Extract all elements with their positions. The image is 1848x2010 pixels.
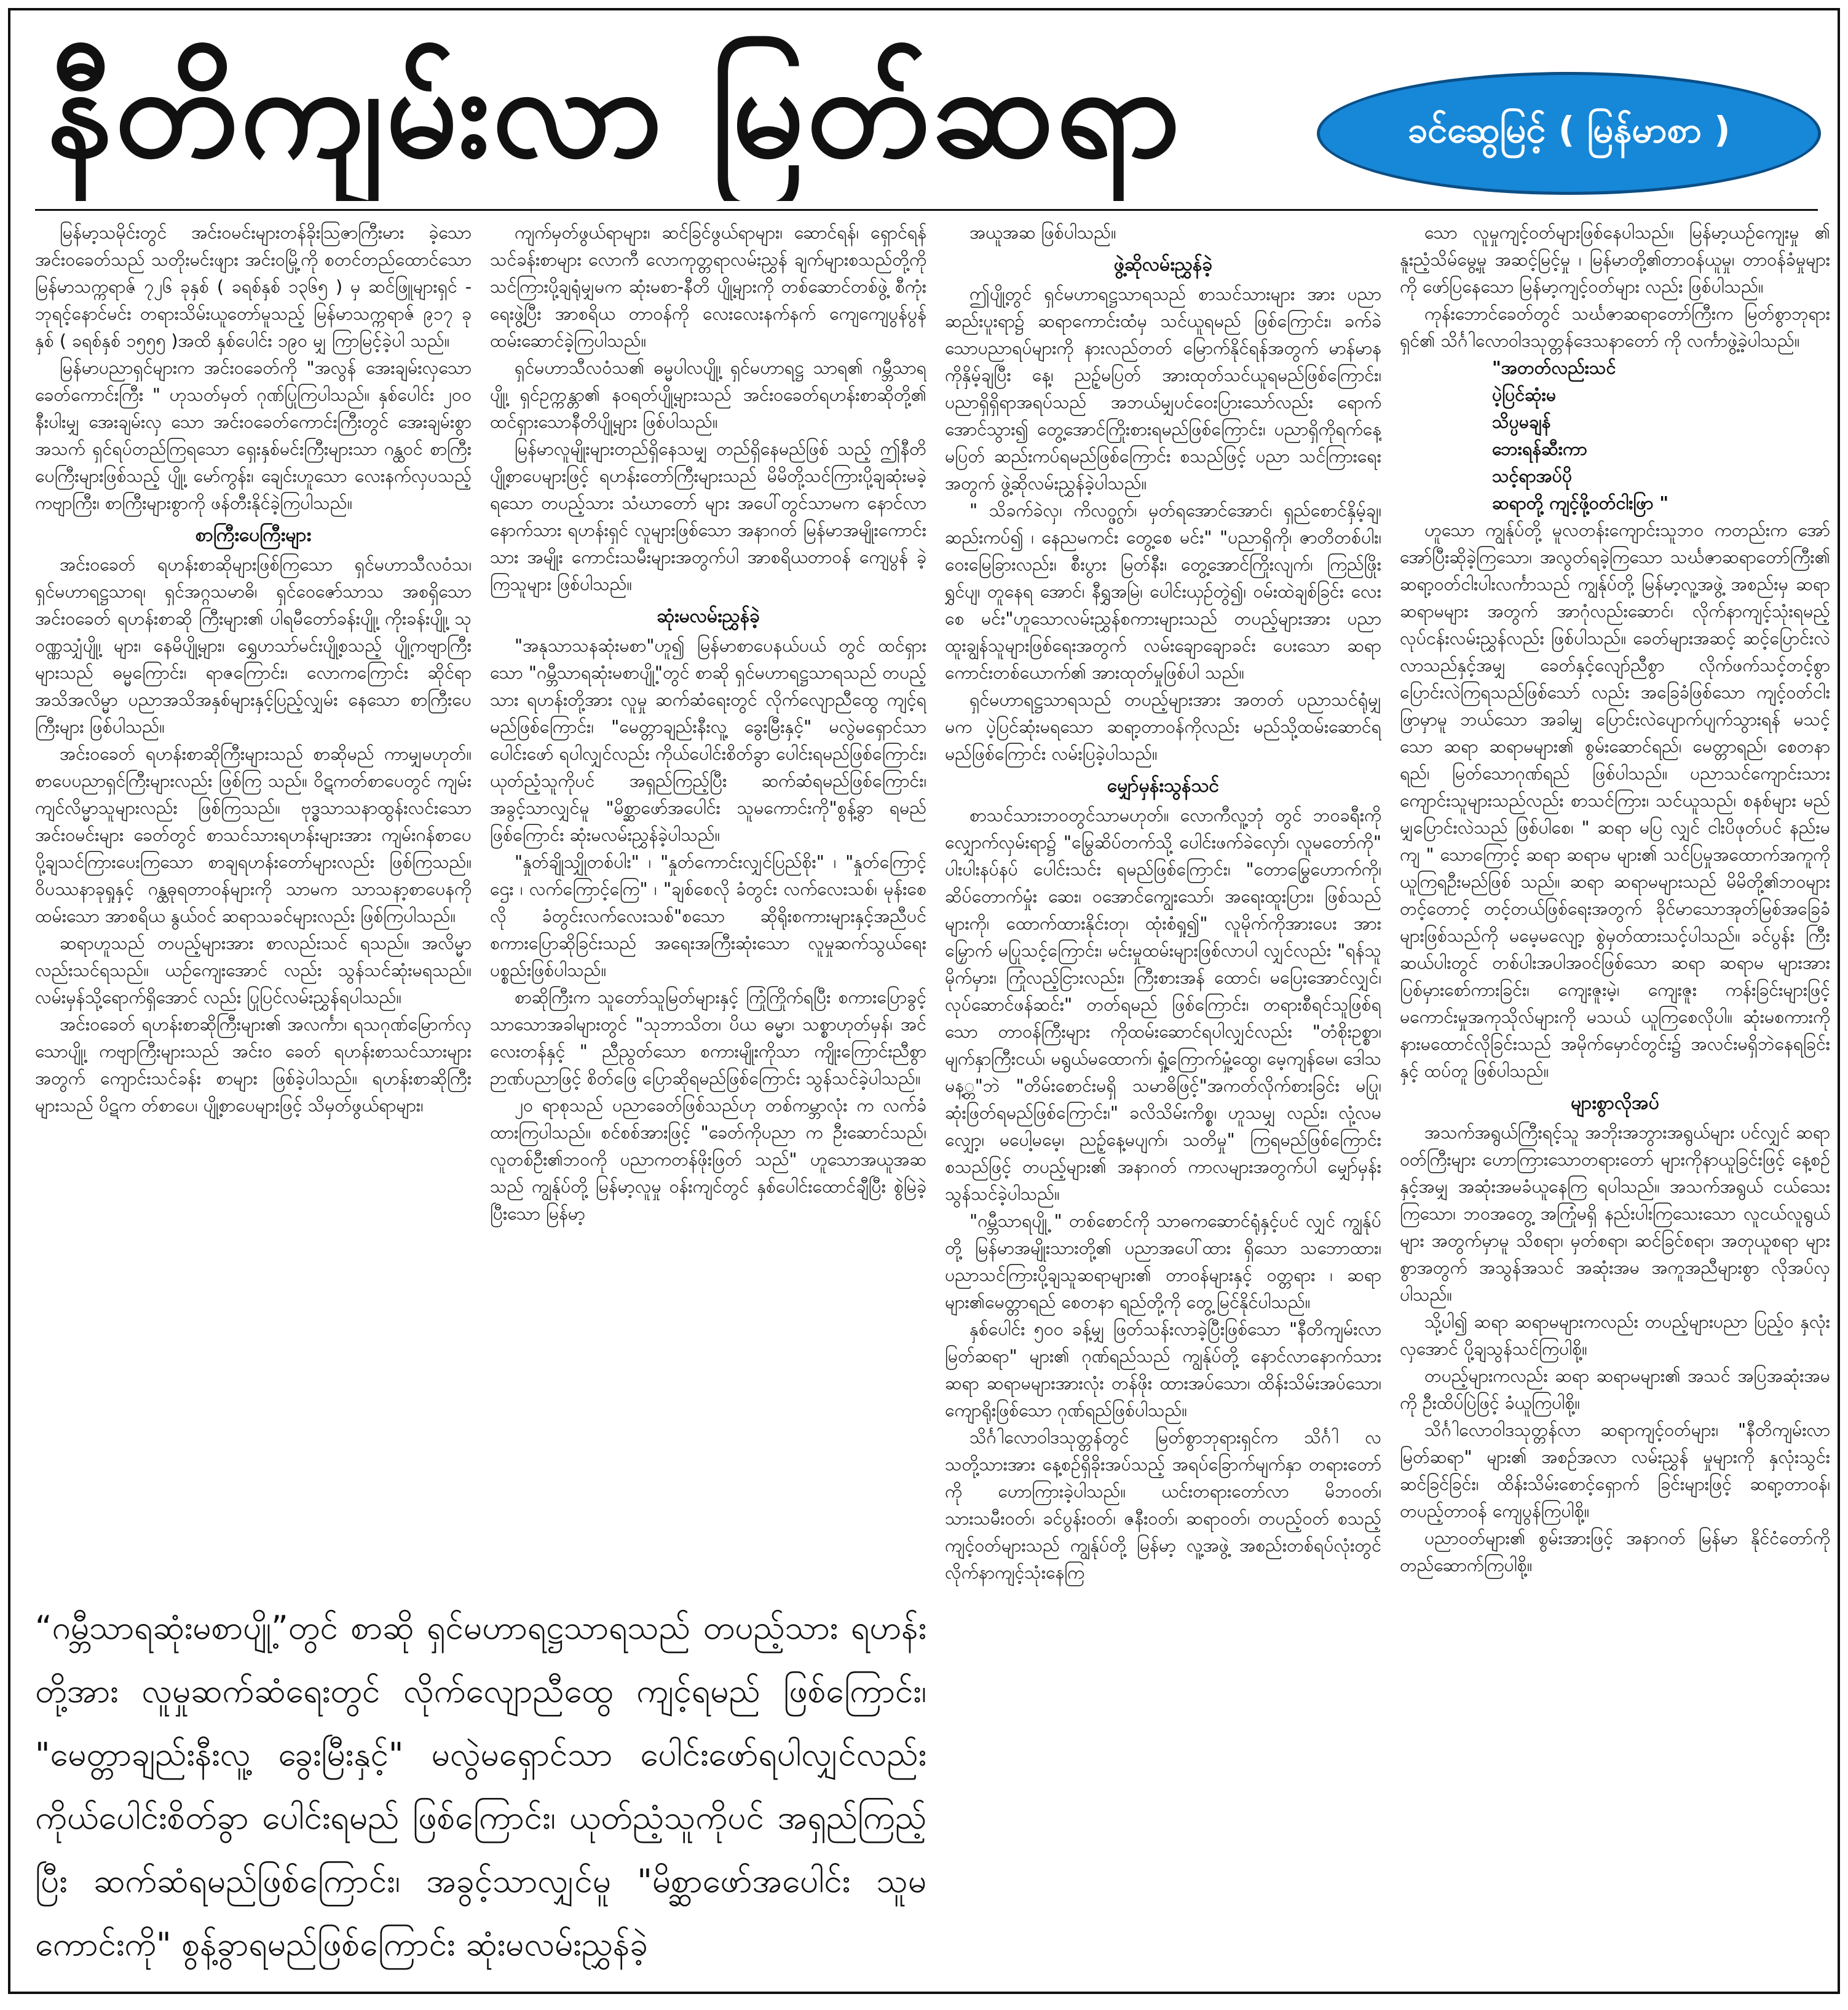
paragraph: သို့ပါ၍ ဆရာ ဆရာမများကလည်း တပည့်များပညာ ပြည့်ဝ နှလုံးလှအောင် ပို့ချသွန်သင်ကြပါစို့။ [1400, 1312, 1830, 1359]
paragraph: မြန်မာလူမျိုးများတည်ရှိနေသမျှ တည်ရှိနေမည်ဖြစ် သည့် ဤနီတိပျို့စာပေများဖြင့် ရဟန်းတော်ကြီးများသည် မိမိတို့သင်ကြားပို့ချဆုံးမခဲ့ရသော တပည့်သား သံဃာတော် များ အပေါ်တွင်သာမက နောင်လာနောက်သား ရဟန်းရှင် လူများဖြစ်သော အနာဂတ် မြန်မာအမျိုးကောင်းသား အမျိုး ကောင်းသမီးများအတွက်ပါ အာစရိယတာဝန် ကျေပွန် ခဲ့ကြသူများ ဖြစ်ပါသည်။ [490, 439, 926, 594]
paragraph: အင်းဝခေတ် ရဟန်းစာဆိုကြီးများသည် စာဆိုမည် ကာမျှမဟုတ်။ စာပေပညာရှင်ကြီးများလည်း ဖြစ်ကြ သည်။ ဝိဋကတ်စာပေတွင် ကျမ်းကျင်လိမ္မာသူများလည်း ဖြစ်ကြသည်။ ဗုဒ္ဓသာသနာထွန်းလင်းသော အင်းဝမင်းများ ခေတ်တွင် စာသင်သားရဟန်းများအား ကျမ်းဂန်စာပေ ပို့ချသင်ကြားပေးကြသော စာချရဟန်းတော်များလည်း ဖြစ်ကြသည်။ ဝိပဿနာခုရှုနှင့် ဂန္ထဓုရတာဝန်များကို သာမက သာသနာ့စာပေနကိုထမ်းသော အာစရိယ နွယ်ဝင် ဆရာသခင်များလည်း ဖြစ်ကြပါသည်။ [35, 744, 472, 926]
poem-line: သိပ္ပမချန် [1492, 412, 1551, 432]
paragraph: တပည့်များကလည်း ဆရာ ဆရာမများ၏ အသင် အပြအဆုံးအမကို ဦးထိပ်ပြဲဖြင့် ခံယူကြပါစို့။ [1400, 1366, 1830, 1413]
column-1 [35, 219, 472, 1584]
paragraph: " သိခက်ခဲလှ၊ ကိလဝ္ဖွက်၊ မှတ်ရအောင်အောင်၊ ရှည်စောင်နှိမ့်ချ၊ ဆည်းကပ်၍ ၊ နေညမကင်း တွေ့စေ မင်း" "ပညာရှိကို၊ ဇာတိတစ်ပါး၊ ဝေးမြေခြားလည်း၊ စီးပွား မြတ်နီး၊ တွေ့အောင်ကြိုးလျက်၊ ကြည်ဖြိုးရွှင်ပျ၊ တူနေရ အောင်၊ နီရွှအမြဲ၊ ပေါင်းယှဉ်တွဲ၍၊ ဝမ်းထဲချစ်ခြင်း လေးစေ မင်း"ဟူသောလမ်းညွှန်စကားများသည် တပည့်များအား ပညာထူးချွန်သူများဖြစ်ရေးအတွက် လမ်းချောချောခင်း ပေးသော ဆရာကောင်းတစ်ယောက်၏ အားထုတ်မှုဖြစ်ပါ သည်။ [945, 500, 1381, 683]
pull-quote [35, 1596, 926, 1977]
paragraph: "ဂမ္ဘီသာရပျို့ " တစ်စောင်ကို သာဓကဆောင်ရုံနှင့်ပင် လျှင် ကျွန်ုပ်တို့ မြန်မာအမျိုးသားတို့၏ ပညာအပေါ်ထား ရှိသော သဘောထား၊ ပညာသင်ကြားပို့ချသူဆရာများ၏ တာဝန်များနှင့် ဝတ္တရား ၊ ဆရာများ၏မေတ္တာရည် စေတနာ ရည်တို့ကို တွေ့မြင်နိုင်ပါသည်။ [945, 1211, 1381, 1312]
newspaper-page [8, 8, 1840, 1994]
section-heading: မျှော်မှန်းသွန်သင် [1107, 775, 1220, 797]
paragraph: စာသင်သားဘဝတွင်သာမဟုတ်။ လောကီလူ့ဘုံ တွင် ဘဝခရီးကိုလျှောက်လှမ်းရာ၌ "မြွေဆိပ်တက်သို့ ပေါင်းဖက်ခဲလှော်၊ လူမတော်ကို" ပါးပါးနပ်နပ် ပေါင်းသင်း ရမည်ဖြစ်ကြောင်း၊ "တောမြွေဟောက်ကို၊ ဆိပ်တောက်မှုံး ဆေး၊ ဝအောင်ကျွေးသော်၊ အရေးထူးပြား၊ ဖြစ်သည်များကို၊ ထောက်ထားနိုင်းတု၊ ထုံးစံရှု၍" လူမိုက်ကိုအားပေး အားမြှောက် မပြုသင့်ကြောင်း၊ မင်းမှုထမ်းများဖြစ်လာပါ လျှင်လည်း "ရန်သူမိုက်မှား၊ ကြုံလည့်ငြားလည်း၊ ကြီးစားအန် ထောင်၊ မပြေးအောင်လျှင်၊ လုပ်ဆောင်ဖန်ဆင်း" တတ်ရမည် ဖြစ်ကြောင်း၊ တရားစီရင်သူဖြစ်ရသော တာဝန်ကြီးများ ကိုထမ်းဆောင်ရပါလျှင်လည်း "တံစိုးဥစ္စာ၊ မျက်နှာကြီးငယ်၊ မရွယ်မထောက်၊ ရှုံ့ကြောက်မှုံ့ထွေ၊ မေ့ကျန်မေ၊ ဒေါသ မန့္တ"ဘဲ "တိမ်းစောင်းမရှိ သမာဓိဖြင့်"အကတ်လိုက်စားခြင်း မပြု၊ ဆုံးဖြတ်ရမည်ဖြစ်ကြောင်း၊" ခလိသိမ်းကိစ္စ၊ ဟူသမျှ လည်း၊ လုံ့လမလျှော့၊ မပေါ့မမေ့၊ ညဥ့်နေ့မပျက်၊ သတိမှု" ကြရမည်ဖြစ်ကြောင်း စသည်ဖြင့် တပည့်များ၏ အနာဂတ် ကာလများအတွက်ပါ မျှော်မှန်းသွန်သင်ခဲ့ပါသည်။ [945, 805, 1381, 1204]
paragraph: စာဆိုကြီးက သူတော်သူမြတ်များနှင့် ကြုံကြိုက်ရပြီး စကားပြောခွင့်သာသောအခါများတွင် "သုဘာသိတ၊ ပိယ ဓမ္မာ၊ သစ္စာဟုတ်မှန်၊ အင်လေးတန်နှင့် " ညီညွတ်သော စကားမျိုးကိုသာ ကျိုးကြောင်းညီစွာ ဉာဏ်ပညာဖြင့် စိတ်ဖြေ ပြောဆိုရမည်ဖြစ်ကြောင်း သွန်သင်ခဲ့ပါသည်။ [490, 987, 926, 1089]
paragraph: မြန်မာ့သမိုင်းတွင် အင်းဝမင်းများတန်ခိုးဩဇာကြီးမား ခဲ့သော အင်းဝခေတ်သည် သတိုးမင်းဖျား အင်းဝမြို့ကို စတင်တည်ထောင်သော မြန်မာသက္ကရာဇ် ၇၂၆ ခုနှစ် ( ခရစ်နှစ် ၁၃၆၅ ) မှ ဆင်ဖြူများရှင် - ဘုရင့်နောင်မင်း တရားသိမ်းယူတော်မူသည့် မြန်မာသက္ကရာဇ် ၉၁၇ ခုနှစ် ( ခရစ်နှစ် ၁၅၅၅ )အထိ နှစ်ပေါင်း ၁၉၀ မျှ ကြာမြင့်ခဲ့ပါ သည်။ [35, 223, 472, 351]
paragraph: ရှင်မဟာရဋ္ဌသာရသည် တပည့်များအား အတတ် ပညာသင်ရုံမျှမက ပဲ့ပြင်ဆုံးမရသော ဆရာ့တာဝန်ကိုလည်း မည်သို့ထမ်းဆောင်ရမည်ဖြစ်ကြောင်း လမ်းပြခဲ့ပါသည်။ [945, 690, 1381, 764]
paragraph: အယူအဆ ဖြစ်ပါသည်။ [969, 223, 1116, 243]
paragraph: ကုန်းဘောင်ခေတ်တွင် သင်္ဃဇာဆရာတော်ကြီးက မြတ်စွာဘုရားရှင်၏ သိင်္ဂါလောဝါဒသုတ္တန်ဒေသနာတော် ကို လင်္ကာဖွဲ့ခဲ့ပါသည်။ [1400, 304, 1830, 351]
paragraph: ကျက်မှတ်ဖွယ်ရာများ၊ ဆင်ခြင်ဖွယ်ရာများ၊ ဆောင်ရန်၊ ရှောင်ရန် သင်ခန်းစာများ လောကီ လောကုတ္တရာလမ်းညွှန် ချက်များစသည်တို့ကို သင်ကြားပို့ချရုံမျှမက ဆုံးမစာ-နီတိ ပျို့များကို တစ်ဆောင်တစ်ဖွဲ့ စီကုံးရေးဖွဲ့ပြီး အာစရိယ တာဝန်ကို လေးလေးနက်နက် ကျေကျေပွန်ပွန် ထမ်းဆောင်ခဲ့ကြပါသည်။ [490, 223, 926, 351]
poem-line: သင့်ရာအပ်ပို [1492, 466, 1573, 486]
poem-line: ဘေးရန်ဆီးကာ [1492, 439, 1587, 459]
headline: နီတိကျမ်းလာ မြတ်ဆရာ [47, 38, 1183, 186]
section-heading: ဆုံးမလမ်းညွှန်ခဲ့ [656, 605, 760, 627]
paragraph: အင်းဝခေတ် ရဟန်းစာဆိုများဖြစ်ကြသော ရှင်မဟာသီလဝံသ၊ ရှင်မဟာရဋ္ဌသာရ၊ ရှင်အဂ္ဂသမာဓိ၊ ရှင်ဝေဇော်သာသ အစရှိသော အင်းဝခေတ် ရဟန်းစာဆို ကြီးများ၏ ပါရမီတော်ခန်းပျို့၊ ကိုးခန်းပျို့၊ သုဝဏ္ဏသျှံပျို့၊ များ၊ နေမိပျို့များ၊ ရွှေဟသာ်မင်းပျို့စသည့် ပျို့ကဗျာကြီး များသည် ဓမ္မကြောင်း၊ ရာဇကြောင်း၊ လောကကြောင်း ဆိုင်ရာ အသိအလိမ္မာ ပညာအသိအနှစ်များနှင့်ပြည့်လျှမ်း နေသော စာကြီးပေကြီးများ ဖြစ်ပါသည်။ [35, 554, 472, 737]
paragraph: မြန်မာပညာရှင်များက အင်းဝခေတ်ကို "အလွန် အေးချမ်းလှသောခေတ်ကောင်းကြီး " ဟုသတ်မှတ် ဂုဏ်ပြုကြပါသည်။ နှစ်ပေါင်း ၂၀၀ နီးပါးမျှ အေးချမ်းလှ သော အင်းဝခေတ်ကောင်းကြီးတွင် အေးချမ်းစွာအသက် ရှင်ရပ်တည်ကြရသော ရှေးနှစ်မင်းကြီးများသာ ဂန္ထဝင် စာကြီးပေကြီးများဖြစ်သည့် ပျို့၊ မော်ကွန်း၊ ချေင်းဟူသော လေးနက်လှပသည့် ကဗျာကြီး၊ စာကြီးများစွာကို ဖန်တီးနိုင်ခဲ့ကြပါသည်။ [35, 358, 472, 513]
poem-line: "အတတ်လည်းသင် [1492, 358, 1616, 378]
pull-quote-text: “ဂမ္ဘီသာရဆုံးမစာပျို့”တွင် စာဆို ရှင်မဟာရဋ္ဌသာရသည် တပည့်သား ရဟန်းတို့အား လူမှုဆက်ဆံရေးတွင် လိုက်လျောညီထွေ ကျင့်ရမည် ဖြစ်ကြောင်း၊ "မေတ္တာချည်းနီးလူ့ ခွေးမြီးနှင့်" မလွဲမရှောင်သာ ပေါင်းဖော်ရပါလျှင်လည်း ကိုယ်ပေါင်းစိတ်ခွာ ပေါင်းရမည် ဖြစ်ကြောင်း၊ ယုတ်ညံ့သူကိုပင် အရှည်ကြည့်ပြီး ဆက်ဆံရမည်ဖြစ်ကြောင်း၊ အခွင့်သာလျှင်မူ "မိစ္ဆာဖော်အပေါင်း သူမကောင်းကို" စွန့်ခွာရမည်ဖြစ်ကြောင်း ဆုံးမလမ်းညွှန်ခဲ့ [35, 1609, 926, 1963]
paragraph: ဤပျို့တွင် ရှင်မဟာရဋ္ဌသာရသည် စာသင်သားများ အား ပညာဆည်းပူးရာ၌ ဆရာကောင်းထံမှ သင်ယူရမည် ဖြစ်ကြောင်း၊ ခက်ခဲသောပညာရပ်များကို နားလည်တတ် မြောက်နိုင်ရန်အတွက် မာန်မာနကိုနှိမ့်ချပြီး နေ့၊ ညဥ့်မပြတ် အားထုတ်သင်ယူရမည်ဖြစ်ကြောင်း၊ ပညာရှိရှိရာအရပ်သည် အဘယ်မျှပင်ဝေးပြားသော်လည်း ရောက်အောင်သွား၍ တွေ့အောင်ကြိုးစားရမည်ဖြစ်ကြောင်း၊ ပညာရှိကိုရက်နေ့ မပြတ် ဆည်းကပ်ရမည်ဖြစ်ကြောင်း စသည်ဖြင့် ပညာ သင်ကြားရေးအတွက် ဖွဲ့ဆိုလမ်းညွှန်ခဲ့ပါသည်။ [945, 284, 1381, 494]
column-2 [490, 219, 926, 1584]
section-heading: ဖွဲ့ဆိုလမ်းညွှန်ခဲ့ [1113, 254, 1213, 275]
paragraph: "နှုတ်ချိုသျှိုတစ်ပါး" ၊ "နှုတ်ကောင်းလျှင်ပြည်စိုး" ၊ "နှုတ်ကြောင့်ဌေး ၊ လက်ကြောင့်ကြေ" ၊ "ချစ်စေလို ခံတွင်း လက်လေးသစ်၊ မုန်းစေလို ခံတွင်းလက်လေးသစ်"စသော ဆိုရိုးစကားများနှင့်အညီပင် စကားပြောဆိုခြင်းသည် အရေးအကြီးဆုံးသော လူမှုဆက်သွယ်ရေးပစ္စည်းဖြစ်ပါသည်။ [490, 852, 926, 980]
paragraph: ပညာဝတ်များ၏ စွမ်းအားဖြင့် အနာဂတ် မြန်မာ နိုင်ငံတော်ကို တည်ဆောက်ကြပါစို့။ [1400, 1528, 1830, 1575]
paragraph: အင်းဝခေတ် ရဟန်းစာဆိုကြီးများ၏ အလင်္ကာ၊ ရသဂုဏ်မြောက်လှသောပျို့၊ ကဗျာကြီးများသည် အင်းဝ ခေတ် ရဟန်းစာသင်သားများအတွက် ကျောင်းသင်ခန်း စာများ ဖြစ်ခဲ့ပါသည်။ ရဟန်းစာဆိုကြီးများသည် ပိဋက တ်စာပေ၊ ပျို့စာပေများဖြင့် သိမှတ်ဖွယ်ရာများ၊ [35, 1014, 472, 1116]
section-heading: များစွာလိုအပ် [1571, 1092, 1659, 1114]
paragraph: "အနုသာသနဆုံးမစာ"ဟူ၍ မြန်မာစာပေနယ်ပယ် တွင် ထင်ရှားသော "ဂမ္ဘီသာရဆုံးမစာပျို့"တွင် စာဆို ရှင်မဟာရဋ္ဌသာရသည် တပည့်သား ရဟန်းတို့အား လူမှု ဆက်ဆံရေးတွင် လိုက်လျောညီထွေ ကျင့်ရမည်ဖြစ်ကြောင်း၊ "မေတ္တာချည်းနီးလူ့ ခွေးမြီးနှင့်" မလွဲမရှောင်သာ ပေါင်းဖော် ရပါလျှင်လည်း ကိုယ်ပေါင်းစိတ်ခွာ ပေါင်းရမည်ဖြစ်ကြောင်း၊ ယုတ်ညံ့သူကိုပင် အရှည်ကြည့်ပြီး ဆက်ဆံရမည်ဖြစ်ကြောင်း၊ အခွင့်သာလျှင်မူ "မိစ္ဆာဖော်အပေါင်း သူမကောင်းကို"စွန့်ခွာ ရမည်ဖြစ်ကြောင်း ဆုံးမလမ်းညွှန်ခဲ့ပါသည်။ [490, 636, 926, 845]
column-4 [1400, 219, 1830, 1984]
paragraph: ၂၀ ရာစုသည် ပညာခေတ်ဖြစ်သည်ဟု တစ်ကမ္ဘာလုံး က လက်ခံထားကြပါသည်။ စင်စစ်အားဖြင့် "ခေတ်ကိုပညာ က ဦးဆောင်သည်၊ လူတစ်ဦး၏ဘဝကို ပညာကတန်ဖိုးဖြတ် သည်" ဟူသောအယူအဆသည် ကျွန်ုပ်တို့ မြန်မာ့လူမှု ဝန်းကျင်တွင် နှစ်ပေါင်းထောင်ချီပြီး စွဲမြဲခဲ့ပြီးသော မြန်မာ့ [490, 1095, 926, 1224]
article-body [35, 219, 1830, 1984]
byline-badge: ခင်ဆွေမြင့် ( မြန်မာစာ ) [1317, 72, 1821, 195]
paragraph: ဆရာဟူသည် တပည့်များအား စာလည်းသင် ရသည်။ အလိမ္မာလည်းသင်ရသည်။ ယဉ်ကျေးအောင် လည်း သွန်သင်ဆုံးမရသည်။ လမ်းမှန်သို့ရောက်ရှိအောင် လည်း ပြုပြင်လမ်းညွှန်ရပါသည်။ [35, 933, 472, 1007]
poem-line: ပဲ့ပြင်ဆုံးမ [1492, 385, 1557, 405]
paragraph: ဟူသော ကျွန်ုပ်တို့ မူလတန်းကျောင်းသူဘဝ ကတည်းက အော်အော်ပြီးဆိုခဲ့ကြသော၊ အလွတ်ရခဲ့ကြသော သင်္ဃဇာဆရာတော်ကြီး၏ ဆရာ့ဝတ်ငါးပါးလင်္ကာသည် ကျွန်ုပ်တို့ မြန်မာ့လူ့အဖွဲ့ အစည်းမှ ဆရာ ဆရာမများ အတွက် အာဂုံလည်းဆောင်၊ လိုက်နာကျင့်သုံးရမည့် လုပ်ငန်းလမ်းညွှန်လည်း ဖြစ်ပါသည်။ ခေတ်များအဆင့် ဆင့်ပြောင်းလဲလာသည်နှင့်အမျှ ခေတ်နှင့်လျော်ညီစွာ လိုက်ဖက်သင့်တင့်စွာ ပြောင်းလဲကြရသည်ဖြစ်သော် လည်း အခြေခံဖြစ်သော ကျင့်ဝတ်ငါးဖြာမှာမူ ဘယ်သော အခါမျှ ပြောင်းလဲပျောက်ပျက်သွားရန် မသင့်သော ဆရာ ဆရာမများ၏ စွမ်းဆောင်ရည်၊ မေတ္တာရည်၊ စေတနာရည်၊ မြတ်သောဂုဏ်ရည် ဖြစ်ပါသည်။ ပညာသင်ကျောင်းသား ကျောင်းသူများသည်လည်း စာသင်ကြား၊ သင်ယူသည်၊ စနစ်များ မည်မျှပြောင်းလဲသည် ဖြစ်ပါစေ၊ " ဆရာ မပြ လျှင် ငါးပိဖုတ်ပင် နည်းမကျ " သောကြောင့် ဆရာ ဆရာမ များ၏ သင်ပြမှုအထောက်အကူကို ယူကြရဦးမည်ဖြစ် သည်။ ဆရာ ဆရာမများသည် မိမိတို့၏ဘဝများ တင့်တောင့် တင့်တယ်ဖြစ်ရေးအတွက် ခိုင်မာသောအုတ်မြစ်အခြေခံ များဖြစ်သည်ကို မမေ့မလျော့ စွဲမှတ်ထားသင့်ပါသည်။ ခင်ပွန်း ကြီးဆယ်ပါးတွင် တစ်ပါးအပါအဝင်ဖြစ်သော ဆရာ ဆရာမ များအား ပြစ်မှားစော်ကားခြင်း၊ ကျေးဇူးမဲ့၊ ကျေးဇူး ကန်းခြင်းများဖြင့် မကောင်းမှုအကုသိုလ်များကို မသယ် ယူကြစေလိုပါ။ ဆုံးမစကားကိုနားမထောင်လိုခြင်းသည် အမိုက်မှောင်တွင်း၌ အလင်းမရှိဘဲနေရခြင်းနှင့် ထပ်တူ ဖြစ်ပါသည်။ [1400, 520, 1830, 1081]
paragraph: နှစ်ပေါင်း ၅၀၀ ခန့်မျှ ဖြတ်သန်းလာခဲ့ပြီးဖြစ်သော "နီတိကျမ်းလာ မြတ်ဆရာ" များ၏ ဂုဏ်ရည်သည် ကျွန်ုပ်တို့ နောင်လာနောက်သား ဆရာ ဆရာမများအားလုံး တန်ဖိုး ထားအပ်သော၊ ထိန်းသိမ်းအပ်သော၊ ကျောရိုးဖြစ်သော ဂုဏ်ရည်ဖြစ်ပါသည်။ [945, 1319, 1381, 1421]
section-heading: စာကြီးပေကြီးများ [195, 524, 312, 546]
paragraph: သော လူမှုကျင့်ဝတ်များဖြစ်နေပါသည်။ မြန်မာ့ယဉ်ကျေးမှု ၏ နူးညံ့သိမ်မွေ့မှု အဆင့်မြင့်မှု ၊ မြန်မာတို့၏တာဝန်ယူမှု၊ တာဝန်ခံမှုများကို ဖော်ပြနေသော မြန်မာ့ကျင့်ဝတ်များ လည်း ဖြစ်ပါသည်။ [1400, 223, 1830, 297]
column-3 [945, 219, 1381, 1984]
paragraph: ရှင်မဟာသီလဝံသ၏ ဓမ္မပါလပျို့၊ ရှင်မဟာရဋ္ဌ သာရ၏ ဂမ္ဘီသာရပျို့၊ ရှင်ဥက္ကန္တာ၏ နဝရတ်ပျို့များသည် အင်းဝခေတ်ရဟန်းစာဆိုတို့၏ ထင်ရှားသောနီတိပျို့များ ဖြစ်ပါသည်။ [490, 358, 926, 432]
header-divider [35, 209, 1818, 211]
paragraph: သိင်္ဂါလောဝါဒသုတ္တန်တွင် မြတ်စွာဘုရားရှင်က သိင်္ဂါ လသတို့သားအား နေ့စဉ်ရှိခိုးအပ်သည့် အရပ်ခြောက်မျက်နှာ တရားတော်ကို ဟောကြားခဲ့ပါသည်။ ယင်းတရားတော်လာ မိဘဝတ်၊ သားသမီးဝတ်၊ ခင်ပွန်းဝတ်၊ ဇနီးဝတ်၊ ဆရာဝတ်၊ တပည့်ဝတ် စသည့်ကျင့်ဝတ်များသည် ကျွန်ုပ်တို့ မြန်မာ့ လူ့အဖွဲ့ အစည်းတစ်ရပ်လုံးတွင် လိုက်နာကျင့်သုံးနေကြ [945, 1427, 1381, 1583]
paragraph: သိင်္ဂါလောဝါဒသုတ္တန်လာ ဆရာကျင့်ဝတ်များ၊ "နီတိကျမ်းလာ မြတ်ဆရာ" များ၏ အစဉ်အလာ လမ်းညွှန် မှုများကို နှလုံးသွင်းဆင်ခြင်ခြင်း၊ ထိန်းသိမ်းစောင့်ရှောက် ခြင်းများဖြင့် ဆရာ့တာဝန်၊ တပည့်တာဝန် ကျေပွန်ကြပါစို့။ [1400, 1420, 1830, 1521]
poem-line: ဆရာတို့ ကျင့်ဖို့ဝတ်ငါးဖြာ " [1492, 493, 1669, 513]
paragraph: အသက်အရွယ်ကြီးရင့်သူ အဘိုးအဘွားအရွယ်များ ပင်လျှင် ဆရာဝတ်ကြီးများ ဟောကြားသောတရားတော် များကိုနာယူခြင်းဖြင့် နေ့စဉ်နှင့်အမျှ အဆုံးအမခံယူနေကြ ရပါသည်။ အသက်အရွယ် ငယ်သေးကြသော၊ ဘဝအတွေ့ အကြုံမရှိ နည်းပါးကြသေးသော လူငယ်လူရွယ်များ အတွက်မှာမူ သိစရာ၊ မှတ်စရာ၊ ဆင်ခြင်စရာ၊ အတုယူစရာ များစွာအတွက် အသွန်အသင် အဆုံးအမ အကူအညီများစွာ လိုအပ်လှပါသည်။ [1400, 1122, 1830, 1305]
